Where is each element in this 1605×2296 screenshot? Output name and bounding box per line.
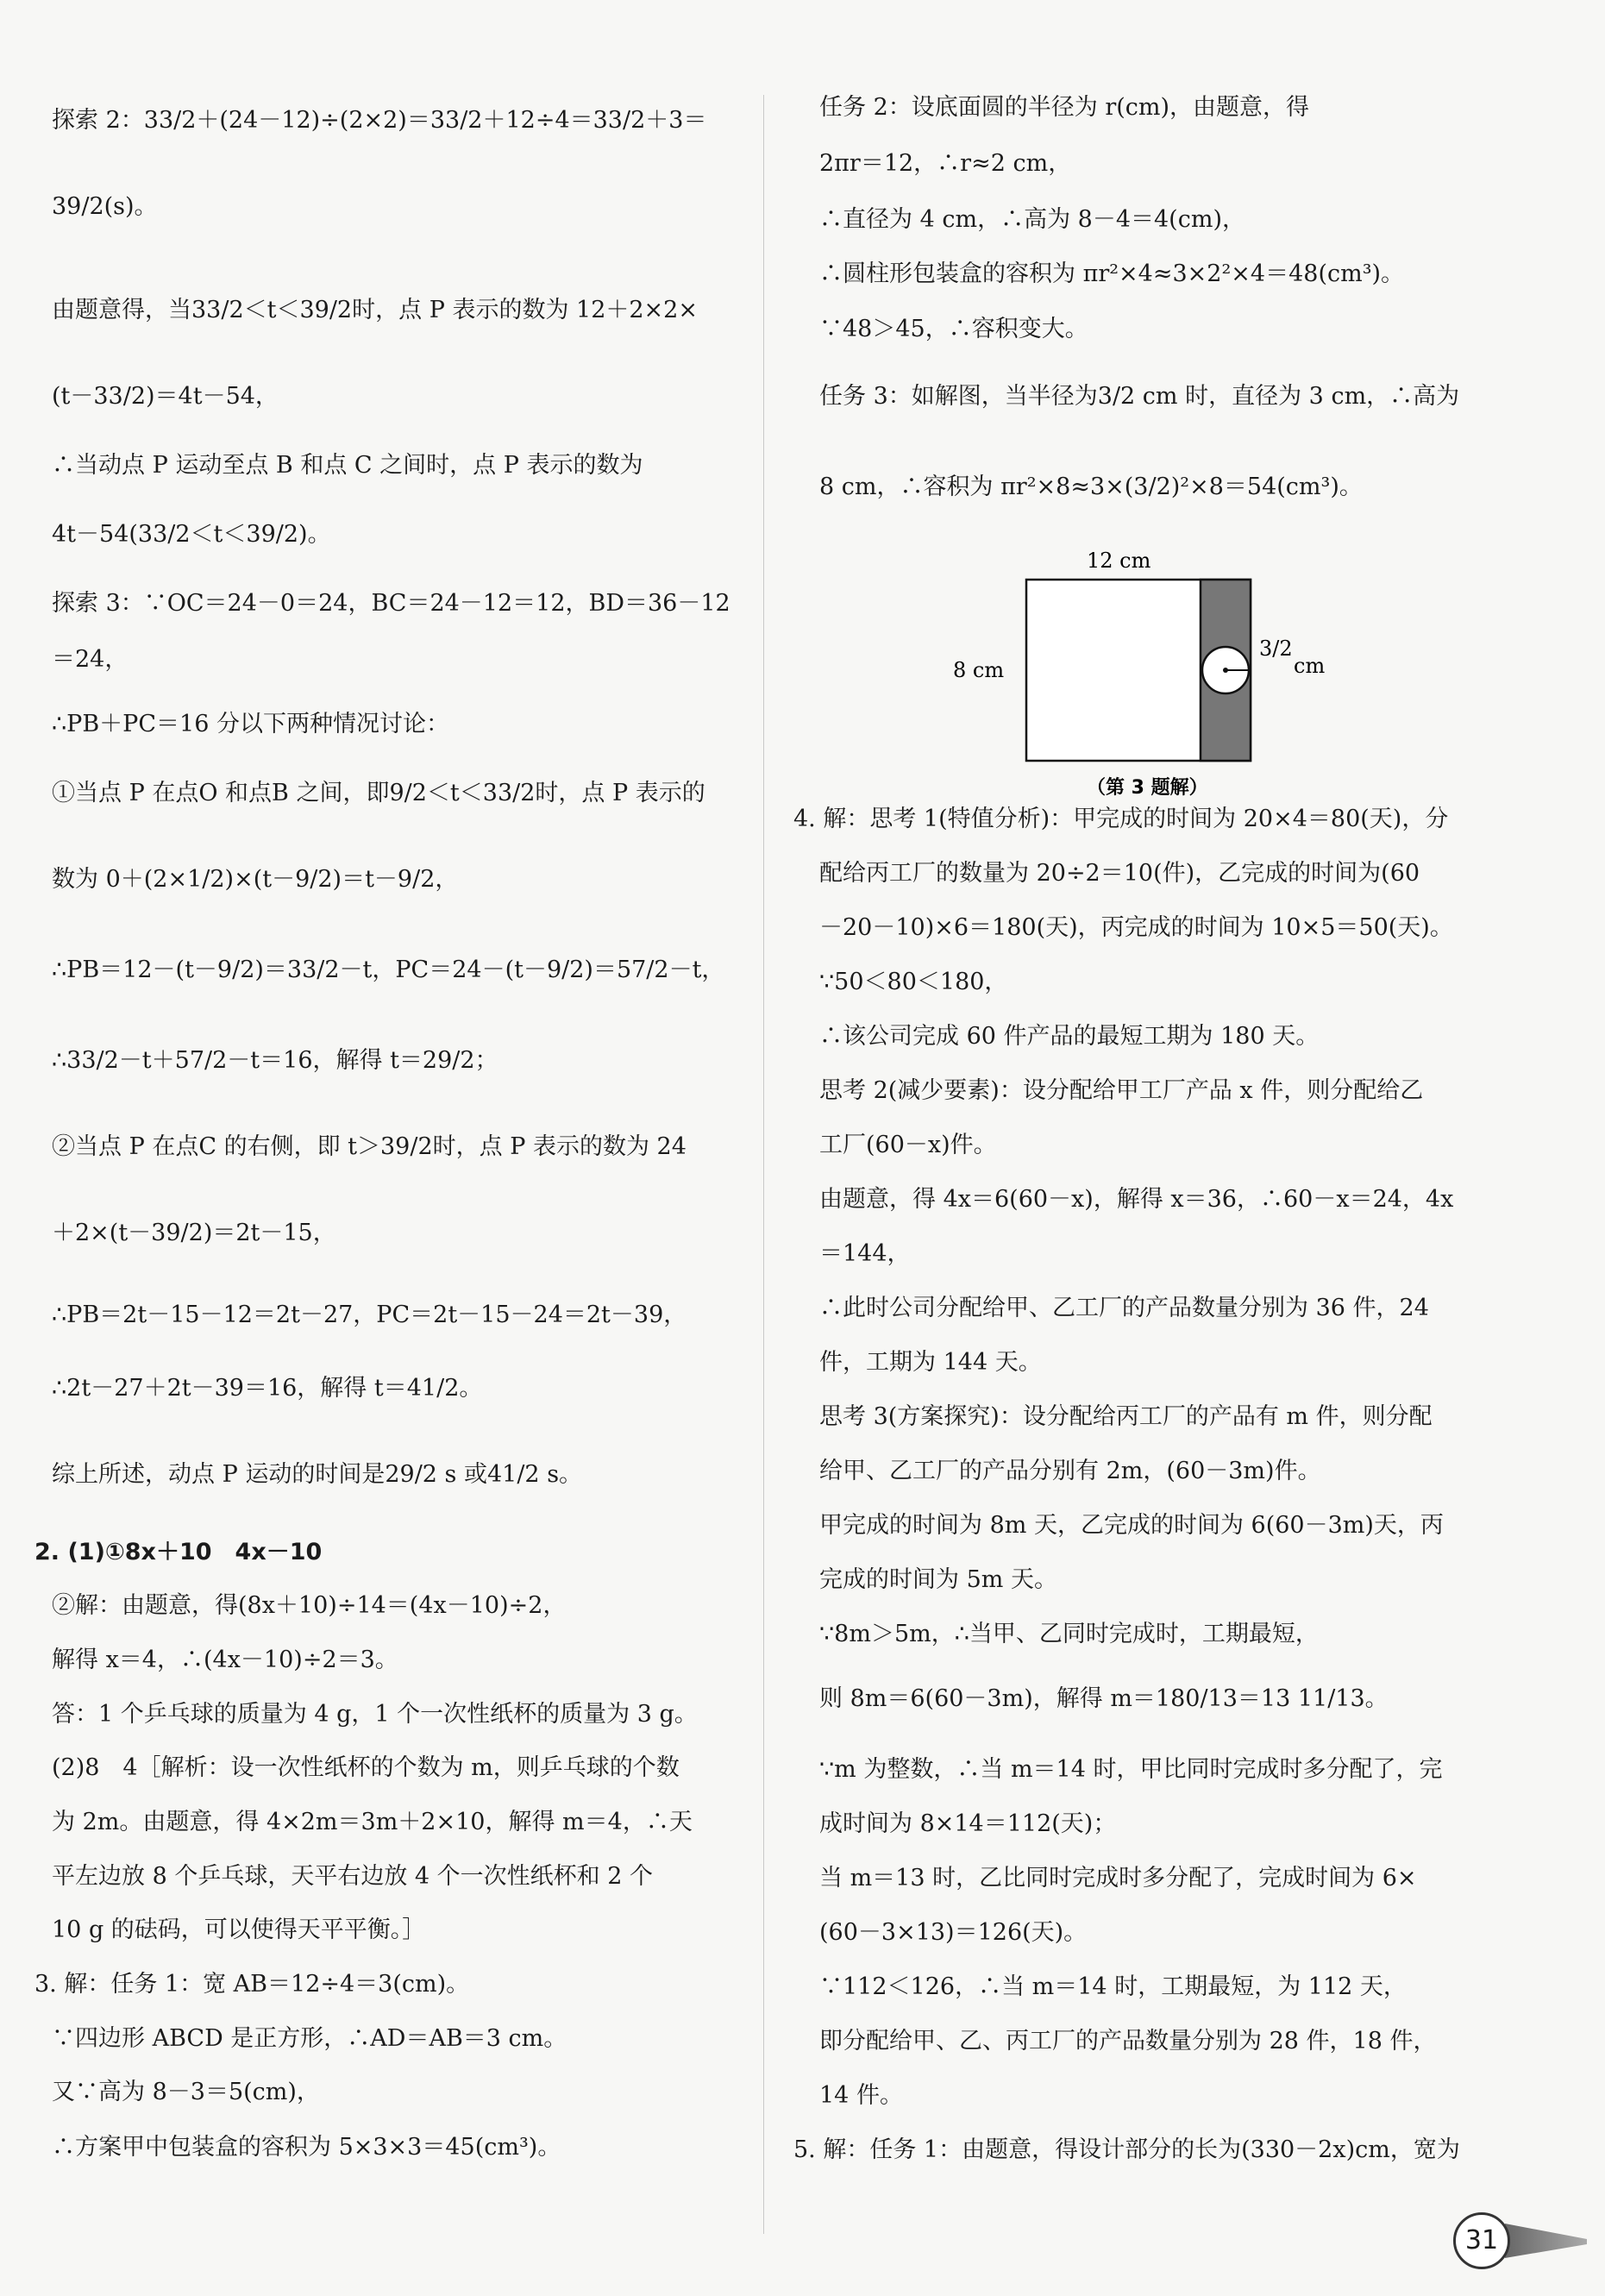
text-line: 综上所述，动点 P 运动的时间是29/2 s 或41/2 s。	[52, 1461, 583, 1488]
text-line: ∴直径为 4 cm，∴高为 8－4＝4(cm)，	[819, 206, 1245, 233]
text-line: 给甲、乙工厂的产品分别有 2m，(60－3m)件。	[819, 1458, 1321, 1484]
text-line: ∵8m＞5m，∴当甲、乙同时完成时，工期最短，	[819, 1621, 1319, 1647]
column-divider	[763, 95, 764, 2234]
text-line: ∴PB＋PC＝16 分以下两种情况讨论：	[52, 711, 449, 737]
page-number: 31	[1453, 2212, 1510, 2269]
text-line: 8 cm，∴容积为 πr²×8≈3×(3/2)²×8＝54(cm³)。	[819, 474, 1363, 500]
text-line: 思考 2(减少要素)：设分配给甲工厂产品 x 件，则分配给乙	[819, 1077, 1424, 1104]
text-line: 数为 0＋(2×1/2)×(t－9/2)＝t－9/2，	[52, 866, 459, 893]
text-line: 14 件。	[819, 2082, 903, 2109]
text-line: 甲完成的时间为 8m 天，乙完成的时间为 6(60－3m)天，丙	[819, 1512, 1444, 1539]
figure-left-label: 8 cm	[953, 658, 1005, 682]
text-line: 平左边放 8 个乒乓球，天平右边放 4 个一次性纸杯和 2 个	[52, 1863, 654, 1890]
text-line: ∴该公司完成 60 件产品的最短工期为 180 天。	[819, 1023, 1320, 1050]
text-line: ＋2×(t－39/2)＝2t－15，	[52, 1220, 336, 1246]
text-line: 10 g 的砝码，可以使得天平平衡。］	[52, 1916, 426, 1943]
text-line: 2. (1)①8x＋10 4x－10	[34, 1539, 323, 1565]
text-line: 答：1 个乒乓球的质量为 4 g，1 个一次性纸杯的质量为 3 g。	[52, 1701, 698, 1728]
text-line: ∴方案甲中包装盒的容积为 5×3×3＝45(cm³)。	[52, 2134, 561, 2161]
text-line: ∴此时公司分配给甲、乙工厂的产品数量分别为 36 件，24	[819, 1295, 1429, 1321]
text-line: 探索 2：33/2＋(24－12)÷(2×2)＝33/2＋12÷4＝33/2＋3＝	[52, 107, 707, 134]
text-line: (60－3×13)＝126(天)。	[819, 1919, 1088, 1946]
text-line: 由题意，得 4x＝6(60－x)，解得 x＝36，∴60－x＝24，4x	[819, 1186, 1454, 1213]
figure-caption: （第 3 题解）	[1087, 777, 1208, 799]
text-line: 当 m＝13 时，乙比同时完成时多分配了，完成时间为 6×	[819, 1865, 1417, 1891]
page-tab-decoration	[1505, 2224, 1587, 2258]
figure-radius-unit: cm	[1294, 654, 1326, 678]
text-line: 任务 2：设底面圆的半径为 r(cm)，由题意，得	[819, 94, 1310, 121]
text-line: ＝144，	[819, 1240, 911, 1267]
text-line: ∴圆柱形包装盒的容积为 πr²×4≈3×2²×4＝48(cm³)。	[819, 260, 1405, 287]
text-line: (2)8 4［解析：设一次性纸杯的个数为 m，则乒乓球的个数	[52, 1754, 680, 1781]
figure-top-label: 12 cm	[1087, 549, 1151, 573]
text-line: ∴2t－27＋2t－39＝16，解得 t＝41/2。	[52, 1375, 483, 1402]
text-line: 4. 解：思考 1(特值分析)：甲完成的时间为 20×4＝80(天)，分	[793, 806, 1449, 832]
text-line: 又∵高为 8－3＝5(cm)，	[52, 2079, 320, 2105]
text-line: ∵48＞45，∴容积变大。	[819, 316, 1088, 342]
figure-radius-label: 3/2	[1259, 637, 1293, 661]
text-line: 配给丙工厂的数量为 20÷2＝10(件)，乙完成的时间为(60	[819, 860, 1420, 887]
text-line: 4t－54(33/2＜t＜39/2)。	[52, 521, 331, 548]
text-line: 由题意得，当33/2＜t＜39/2时，点 P 表示的数为 12＋2×2×	[52, 297, 698, 323]
text-line: ∵m 为整数，∴当 m＝14 时，甲比同时完成时多分配了，完	[819, 1756, 1443, 1783]
text-line: ∴PB＝2t－15－12＝2t－27，PC＝2t－15－24＝2t－39，	[52, 1302, 687, 1328]
text-line: 任务 3：如解图，当半径为3/2 cm 时，直径为 3 cm，∴高为	[819, 383, 1460, 410]
text-line: ②解：由题意，得(8x＋10)÷14＝(4x－10)÷2，	[52, 1592, 567, 1619]
text-line: 为 2m。由题意，得 4×2m＝3m＋2×10，解得 m＝4，∴天	[52, 1809, 693, 1835]
text-line: 成时间为 8×14＝112(天)；	[819, 1810, 1117, 1837]
text-line: 探索 3：∵OC＝24－0＝24，BC＝24－12＝12，BD＝36－12	[52, 590, 730, 617]
text-line: ＝24，	[52, 646, 129, 673]
text-line: ①当点 P 在点O 和点B 之间，即9/2＜t＜33/2时，点 P 表示的	[52, 780, 705, 806]
text-line: ∵四边形 ABCD 是正方形，∴AD＝AB＝3 cm。	[52, 2025, 567, 2052]
text-line: 解得 x＝4，∴(4x－10)÷2＝3。	[52, 1647, 398, 1673]
text-line: 完成的时间为 5m 天。	[819, 1566, 1057, 1593]
text-line: 件，工期为 144 天。	[819, 1349, 1042, 1376]
text-line: 39/2(s)。	[52, 193, 158, 220]
text-line: ②当点 P 在点C 的右侧，即 t＞39/2时，点 P 表示的数为 24	[52, 1133, 687, 1160]
text-line: 3. 解：任务 1：宽 AB＝12÷4＝3(cm)。	[34, 1971, 470, 1998]
text-line: 思考 3(方案探究)：设分配给丙工厂的产品有 m 件，则分配	[819, 1403, 1433, 1430]
text-line: (t－33/2)＝4t－54，	[52, 383, 279, 410]
text-line: －20－10)×6＝180(天)，丙完成的时间为 10×5＝50(天)。	[819, 914, 1453, 941]
text-line: 即分配给甲、乙、丙工厂的产品数量分别为 28 件，18 件，	[819, 2028, 1437, 2054]
text-line: ∴当动点 P 运动至点 B 和点 C 之间时，点 P 表示的数为	[52, 452, 643, 479]
text-line: ∵112＜126，∴当 m＝14 时，工期最短，为 112 天，	[819, 1973, 1407, 2000]
text-line: ∵50＜80＜180，	[819, 969, 1008, 995]
text-line: 2πr＝12，∴r≈2 cm，	[819, 150, 1072, 177]
text-line: 则 8m＝6(60－3m)，解得 m＝180/13＝13 11/13。	[819, 1685, 1389, 1712]
text-line: ∴33/2－t＋57/2－t＝16，解得 t＝29/2；	[52, 1047, 498, 1074]
text-line: 工厂(60－x)件。	[819, 1132, 997, 1158]
text-line: ∴PB＝12－(t－9/2)＝33/2－t，PC＝24－(t－9/2)＝57/2－t，	[52, 957, 725, 983]
text-line: 5. 解：任务 1：由题意，得设计部分的长为(330－2x)cm，宽为	[793, 2136, 1460, 2163]
